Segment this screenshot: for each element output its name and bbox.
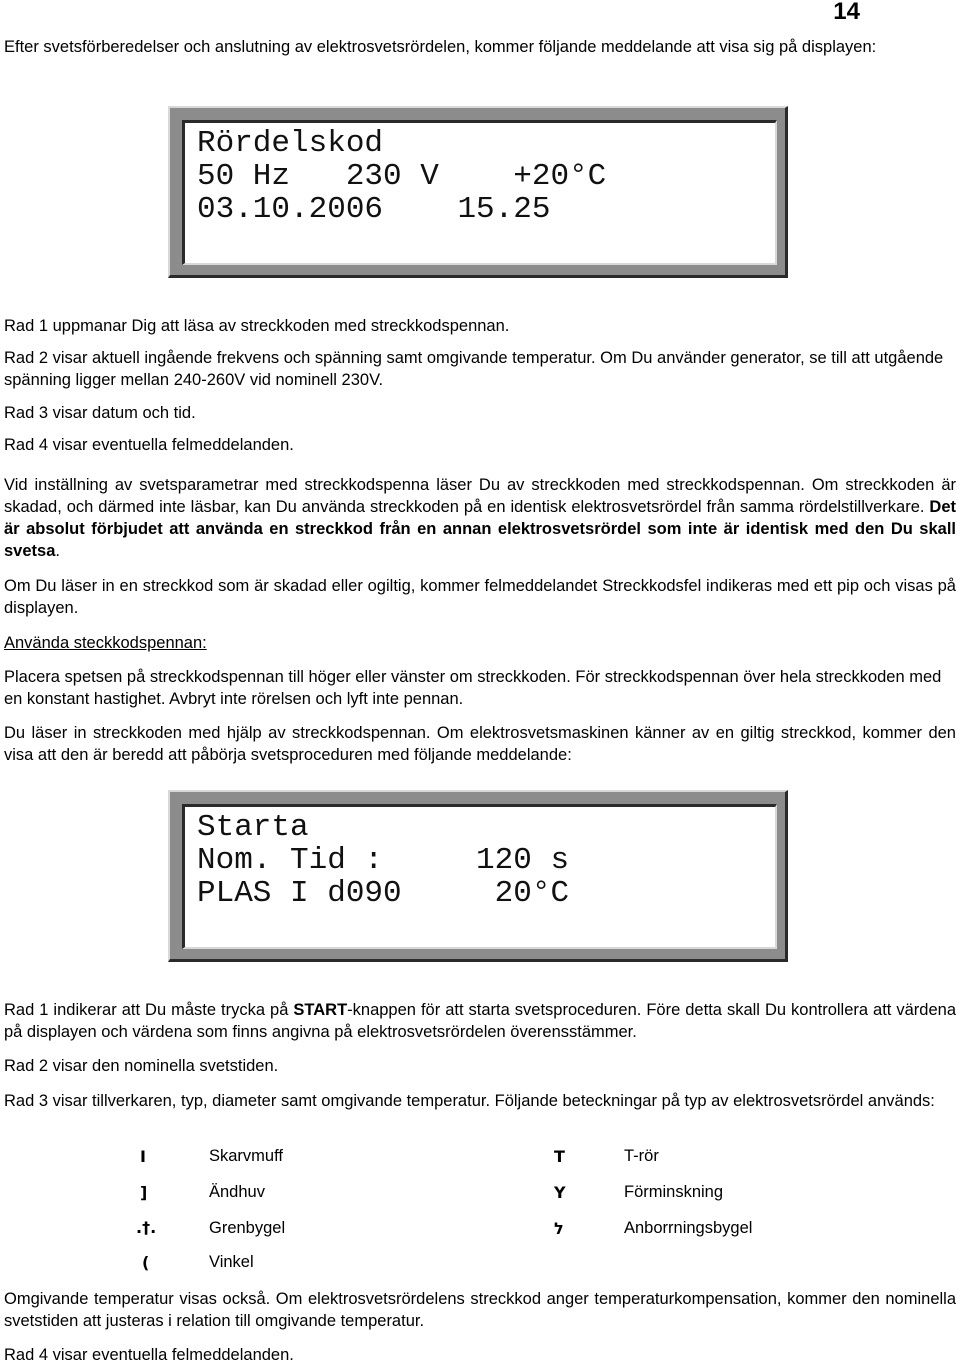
- row3-description: Rad 3 visar datum och tid.: [4, 404, 196, 422]
- start-row-text-b: -knappen för att starta svetsproceduren. Före detta skall Du kontrollera att värdena på displayen och värdena som finns angivna på elektrosvetsrördelen överensstämmer.: [4, 1001, 957, 1041]
- display1-line-3: 03.10.2006 15.25: [197, 192, 551, 227]
- start-row-paragraph: [4, 999, 956, 1043]
- placement-paragraph: Placera spetsen på streckkodspennan till höger eller vänster om streckkoden. För streckkodspennan över hela streckkoden med en konstant hastighet. Avbryt inte rörelsen och lyft inte pennan.: [4, 668, 942, 708]
- type-symbol-vinkel: (: [142, 1253, 150, 1272]
- type-label-vinkel: Vinkel: [209, 1253, 254, 1271]
- type-symbol-t-ror: T: [554, 1147, 565, 1166]
- type-label-andhuv: Ändhuv: [209, 1183, 265, 1201]
- row1-description: Rad 1 uppmanar Dig att läsa av streckkoden med streckkodspennan.: [4, 317, 510, 335]
- manufacturer-row: Rad 3 visar tillverkaren, typ, diameter samt omgivande temperatur. Följande beteckningar på typ av elektrosvetsrördel används:: [4, 1092, 935, 1110]
- section-heading-pen: Använda steckkodspennan:: [4, 634, 207, 652]
- display-screen-2: [182, 804, 777, 949]
- type-symbol-andhuv: ]: [140, 1183, 148, 1202]
- page-number: 14: [833, 0, 860, 25]
- row2-description: Rad 2 visar aktuell ingående frekvens och spänning samt omgivande temperatur. Om Du använder generator, se till att utgående spänning ligger mellan 240-260V vid nominell 230V.: [4, 349, 944, 389]
- type-label-skarvmuff: Skarvmuff: [209, 1147, 283, 1165]
- start-row-text-a: Rad 1 indikerar att Du måste trycka på: [4, 1001, 294, 1019]
- type-label-t-ror: T-rör: [624, 1147, 659, 1165]
- display-panel-2: [168, 790, 788, 962]
- read-code-paragraph: Du läser in streckkoden med hjälp av streckkodspennan. Om elektrosvetsmaskinen känner av en giltig streckkod, kommer den visa att den är beredd att påbörja svetsproceduren med följande meddelande:: [4, 724, 956, 764]
- ambient-paragraph: Omgivande temperatur visas också. Om elektrosvetsrördelens streckkod anger temperaturkompensation, kommer den nominella svetstiden att justeras i relation till omgivande temperatur.: [4, 1290, 956, 1330]
- settings-end: .: [55, 542, 60, 560]
- final-row4-description: Rad 4 visar eventuella felmeddelanden.: [4, 1346, 294, 1364]
- type-label-forminskning: Förminskning: [624, 1183, 724, 1201]
- type-symbol-forminskning: Y: [554, 1183, 566, 1202]
- intro-paragraph: Efter svetsförberedelser och anslutning av elektrosvetsrördelen, kommer följande meddelande att visa sig på displayen:: [4, 38, 877, 56]
- type-symbol-anborrningsbygel: ל: [554, 1219, 564, 1238]
- display1-line-1: Rördelskod: [197, 126, 384, 161]
- display2-line-1: Starta: [197, 810, 309, 845]
- settings-paragraph: [4, 474, 956, 562]
- row4-description: Rad 4 visar eventuella felmeddelanden.: [4, 436, 294, 454]
- display2-line-2: Nom. Tid : 120 s: [197, 843, 570, 878]
- display1-line-2: 50 Hz 230 V +20°C: [197, 159, 607, 194]
- type-symbol-grenbygel: .†.: [136, 1218, 157, 1237]
- invalid-code-paragraph: Om Du läser in en streckkod som är skadad eller ogiltig, kommer felmeddelandet Streckkodsfel indikeras med ett pip och visas på displayen.: [4, 577, 956, 617]
- settings-text: Vid inställning av svetsparametrar med streckkodspenna läser Du av streckkoden med streckkodspennan. Om streckkoden är skadad, och därmed inte läsbar, kan Du använda streckkoden på en identisk elektrosvetsrördel från samma rördelstillverkare.: [4, 476, 956, 516]
- type-label-grenbygel: Grenbygel: [209, 1219, 286, 1237]
- start-keyword: START: [293, 1001, 348, 1019]
- type-label-anborrningsbygel: Anborrningsbygel: [624, 1219, 753, 1237]
- nominal-time-row: Rad 2 visar den nominella svetstiden.: [4, 1057, 279, 1075]
- type-symbol-skarvmuff: I: [140, 1147, 146, 1166]
- settings-warning: Det är absolut förbjudet att använda en streckkod från en annan elektrosvetsrördel som inte är identisk med den Du skall svetsa: [4, 498, 956, 560]
- display-screen-1: [182, 120, 777, 265]
- display2-line-3: PLAS I d090 20°C: [197, 876, 570, 911]
- display-panel-1: [168, 106, 788, 278]
